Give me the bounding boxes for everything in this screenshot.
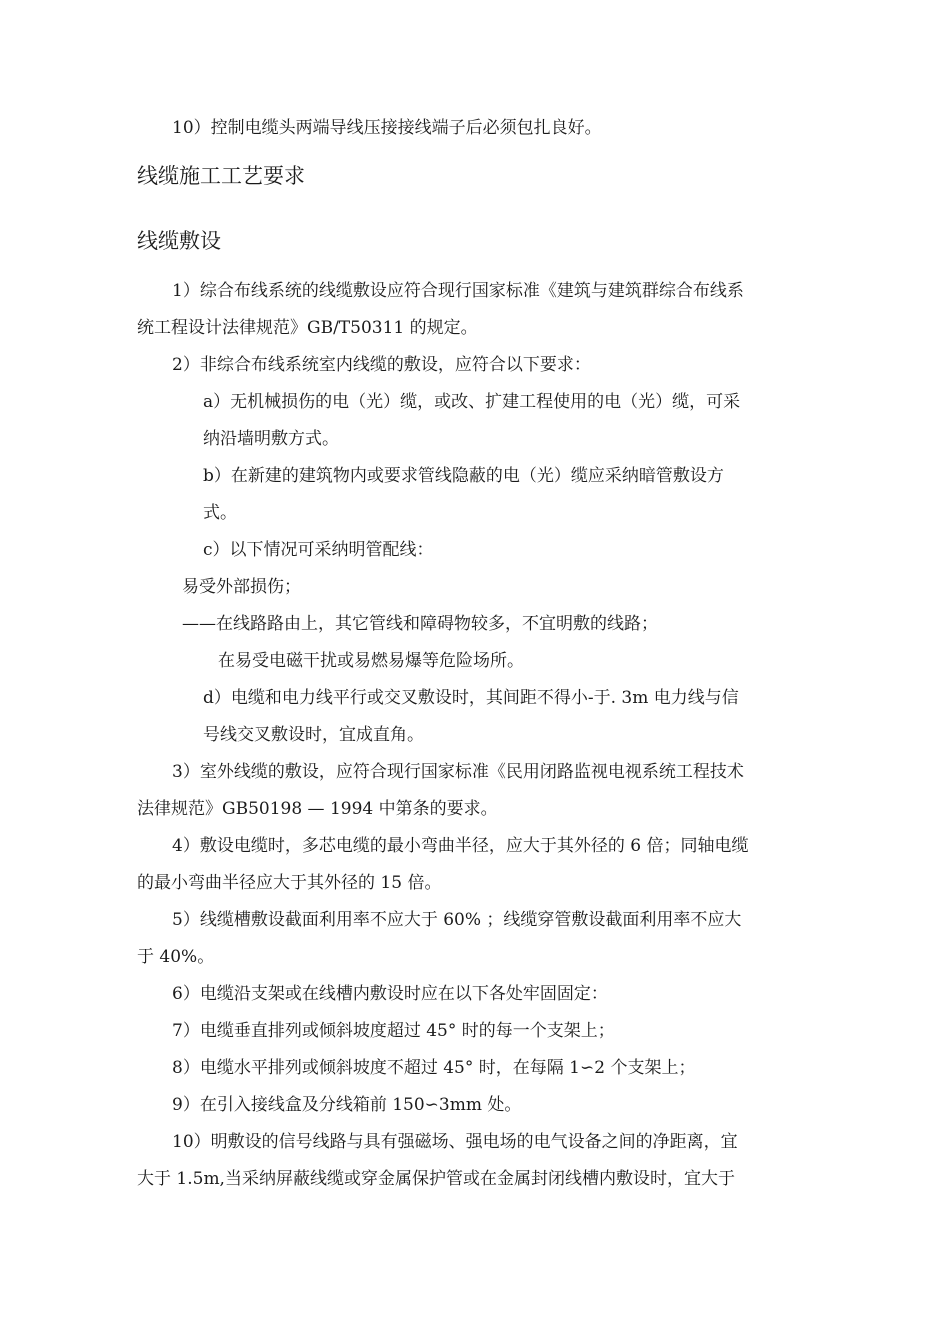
- paragraph-item-3-line-1: 3）室外线缆的敷设，应符合现行国家标准《民用闭路监视电视系统工程技术: [172, 762, 744, 782]
- paragraph-item-5-line-1: 5）线缆槽敷设截面利用率不应大于 60% ；线缆穿管敷设截面利用率不应大: [172, 910, 742, 930]
- paragraph-item-2c-bullet-2: ——在线路路由上，其它管线和障碍物较多，不宜明敷的线路；: [182, 614, 658, 634]
- paragraph-item-7: 7）电缆垂直排列或倾斜坡度超过 45° 时的每一个支架上；: [172, 1021, 615, 1041]
- paragraph-item-6: 6）电缆沿支架或在线槽内敷设时应在以下各处牢固固定：: [172, 984, 608, 1004]
- paragraph-item-5-line-2: 于 40%。: [137, 947, 215, 967]
- paragraph-item-2d-line-1: d）电缆和电力线平行或交叉敷设时，其间距不得小-于. 3m 电力线与信: [203, 688, 739, 708]
- paragraph-item-10-line-2: 大于 1.5m,当采纳屏蔽线缆或穿金属保护管或在金属封闭线槽内敷设时，宜大于: [137, 1169, 735, 1189]
- section-heading-process-requirements: 线缆施工工艺要求: [137, 164, 305, 188]
- paragraph-item-2b-line-2: 式。: [203, 503, 237, 523]
- paragraph-item-4-line-1: 4）敷设电缆时，多芯电缆的最小弯曲半径，应大于其外径的 6 倍；同轴电缆: [172, 836, 749, 856]
- paragraph-item-1-line-2: 统工程设计法律规范》GB/T50311 的规定。: [137, 318, 478, 338]
- paragraph-control-cable-termination: 10）控制电缆头两端导线压接接线端子后必须包扎良好。: [172, 118, 602, 138]
- paragraph-item-2a-line-1: a）无机械损伤的电（光）缆，或改、扩建工程使用的电（光）缆，可采: [203, 392, 741, 412]
- paragraph-item-2c: c）以下情况可采纳明管配线：: [203, 540, 434, 560]
- paragraph-item-3-line-2: 法律规范》GB50198 — 1994 中第条的要求。: [137, 799, 498, 819]
- paragraph-item-10-line-1: 10）明敷设的信号线路与具有强磁场、强电场的电气设备之间的净距离，宜: [172, 1132, 738, 1152]
- paragraph-item-2c-bullet-3: 在易受电磁干扰或易燃易爆等危险场所。: [218, 651, 524, 671]
- paragraph-item-2: 2）非综合布线系统室内线缆的敷设，应符合以下要求：: [172, 355, 591, 375]
- paragraph-item-2c-bullet-1: 易受外部损伤；: [182, 577, 301, 597]
- paragraph-item-8: 8）电缆水平排列或倾斜坡度不超过 45° 时，在每隔 1∽2 个支架上；: [172, 1058, 696, 1078]
- paragraph-item-1-line-1: 1）综合布线系统的线缆敷设应符合现行国家标准《建筑与建筑群综合布线系: [172, 281, 744, 301]
- paragraph-item-9: 9）在引入接线盒及分线箱前 150∽3mm 处。: [172, 1095, 522, 1115]
- paragraph-item-2b-line-1: b）在新建的建筑物内或要求管线隐蔽的电（光）缆应采纳暗管敷设方: [203, 466, 724, 486]
- paragraph-item-4-line-2: 的最小弯曲半径应大于其外径的 15 倍。: [137, 873, 442, 893]
- paragraph-item-2d-line-2: 号线交叉敷设时，宜成直角。: [203, 725, 424, 745]
- section-heading-cable-laying: 线缆敷设: [137, 229, 221, 253]
- paragraph-item-2a-line-2: 纳沿墙明敷方式。: [203, 429, 339, 449]
